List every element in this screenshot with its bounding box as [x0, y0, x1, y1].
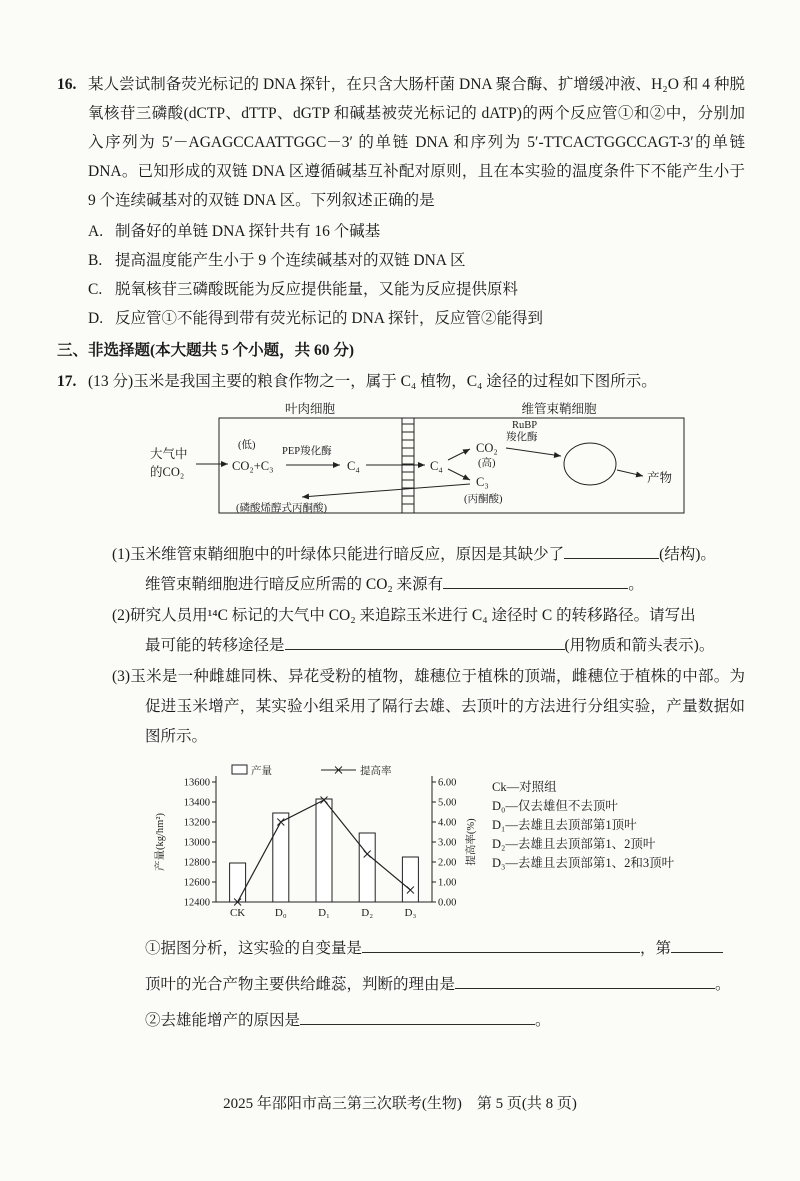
co2-plus-c3-label: CO₂+C₃ — [232, 459, 274, 473]
sub3-q2-period: 。 — [715, 976, 731, 993]
sub3-q2-text: 顶叶的光合产物主要供给雌蕊，判断的理由是 — [145, 976, 456, 993]
svg-text:提高率: 提高率 — [360, 766, 392, 777]
c4-to-c3-arrow — [448, 469, 470, 480]
option-d-text: 反应管①不能得到带有荧光标记的 DNA 探针，反应管②能得到 — [115, 310, 543, 327]
c4-right-label: C₄ — [430, 459, 443, 473]
legend-note-d3: D₃—去雄且去顶部第1、2和3顶叶 — [492, 856, 675, 870]
option-b-label: B. — [88, 252, 103, 269]
sub3-q2-line — [145, 970, 745, 1000]
co2-to-cycle-arrow — [506, 448, 561, 456]
question-16 — [57, 70, 745, 333]
co2-high-label: CO₂ — [476, 441, 498, 455]
svg-text:0.00: 0.00 — [438, 897, 457, 909]
svg-text:产量: 产量 — [251, 766, 272, 777]
legend-note-d0: D₀—仅去雄但不去顶叶 — [492, 799, 618, 813]
low-concentration-label: (低) — [238, 440, 256, 451]
q17-number: 17. — [57, 373, 77, 390]
svg-text:D₂: D₂ — [361, 907, 374, 919]
svg-text:CK: CK — [229, 907, 246, 919]
answer-blank-structure — [564, 543, 659, 559]
c3-right-label: C₃ — [476, 475, 489, 489]
sub1-line2 — [145, 570, 745, 600]
sub1-line1 — [112, 540, 745, 570]
answer-blank-reason — [455, 973, 715, 989]
option-a-label: A. — [88, 223, 104, 240]
q17-stem-block — [57, 367, 745, 396]
q17-intro-text: (13 分)玉米是我国主要的粮食作物之一，属于 C₄ 植物，C₄ 途径的过程如下图所示。 — [88, 373, 657, 390]
sub-question-1 — [112, 540, 745, 600]
svg-text:D₀: D₀ — [274, 907, 287, 919]
sub2-line1 — [112, 601, 745, 631]
svg-text:5.00: 5.00 — [438, 797, 457, 809]
atmosphere-label-line1: 大气中 — [150, 447, 188, 461]
svg-text:12600: 12600 — [183, 877, 210, 889]
pep-carboxylase-label: PEP羧化酶 — [282, 446, 332, 457]
sub1-line2-text: 维管束鞘细胞进行暗反应所需的 CO₂ 来源有 — [145, 576, 444, 593]
q16-options — [57, 217, 745, 333]
c4-left-label: C₄ — [347, 459, 360, 473]
svg-text:产量(kg/hm²): 产量(kg/hm²) — [155, 813, 166, 871]
legend-note-d2: D₂—去雄且去顶部第1、2顶叶 — [492, 837, 656, 851]
svg-text:12400: 12400 — [183, 897, 210, 909]
sub2-line2-suffix: (用物质和箭头表示)。 — [564, 637, 715, 654]
answer-blank-variable — [362, 937, 640, 953]
sub3-q1-text: ①据图分析，这实验的自变量是 — [145, 940, 363, 957]
calvin-cycle-circle — [564, 443, 616, 485]
c4-to-co2-arrow — [448, 449, 470, 460]
option-c — [88, 275, 745, 304]
section-heading: 三、非选择题(本大题共 5 个小题，共 60 分) — [57, 342, 355, 359]
svg-text:12800: 12800 — [183, 857, 210, 869]
sub1-post-text: (结构)。 — [659, 546, 716, 563]
option-c-label: C. — [88, 281, 103, 298]
rubp-label-line2: 羧化酶 — [506, 432, 538, 443]
product-label: 产物 — [647, 471, 673, 485]
option-d — [88, 304, 745, 333]
svg-text:提高率(%): 提高率(%) — [466, 818, 477, 866]
yield-chart-svg — [152, 756, 482, 928]
option-b-text: 提高温度能产生小于 9 个连续碱基对的双链 DNA 区 — [115, 252, 466, 269]
sub2-line1-text: (2)研究人员用¹⁴C 标记的大气中 CO₂ 来追踪玉米进行 C₄ 途径时 C 的转移路径。请写出 — [112, 607, 696, 624]
chart-legend-notes — [492, 778, 674, 873]
svg-text:6.00: 6.00 — [438, 777, 457, 789]
q16-number: 16. — [57, 76, 77, 93]
svg-text:3.00: 3.00 — [438, 837, 457, 849]
option-a-text: 制备好的单链 DNA 探针共有 16 个碱基 — [115, 223, 381, 240]
yield-chart-block — [152, 756, 745, 928]
answer-blank-transfer-path — [285, 634, 565, 650]
sub3-q3-period: 。 — [535, 1012, 551, 1029]
option-b — [88, 246, 745, 275]
answer-blank-co2-source — [443, 573, 628, 589]
svg-text:13400: 13400 — [183, 797, 210, 809]
svg-text:D₃: D₃ — [404, 907, 417, 919]
q16-stem-block — [57, 70, 745, 215]
mesophyll-cell-label: 叶肉细胞 — [284, 402, 336, 416]
sub3-q3-line — [145, 1006, 745, 1036]
svg-text:13000: 13000 — [183, 837, 210, 849]
option-a — [88, 217, 745, 246]
sub3-text — [112, 662, 745, 752]
sub3-q1-line — [145, 934, 745, 964]
sub1-line2-period: 。 — [628, 576, 644, 593]
sub2-line2 — [145, 631, 745, 661]
q16-stem-text: 某人尝试制备荧光标记的 DNA 探针，在只含大肠杆菌 DNA 聚合酶、扩增缓冲液、H₂O 和 4 种脱氧核苷三磷酸(dCTP、dTTP、dGTP 和碱基被荧光标记的 dATP)的两个反应管①和②中，分别加入序列为 5′－AGAGCCAATTGGC－3′ 的单链 DNA 和序列为 5′-TTCACTGGCCAGT-3′的单链 DNA。已知形成的双链 DNA 区遵循碱基互补配对原则，且在本实验的温度条件下不能产生小于 9 个连续碱基对的双链 DNA 区。下列叙述正确的是 — [88, 76, 745, 209]
c4-pathway-diagram — [144, 402, 745, 532]
svg-text:13600: 13600 — [183, 777, 210, 789]
page-footer: 2025 年邵阳市高三第三次联考(生物) 第 5 页(共 8 页) — [223, 1096, 577, 1112]
sub-question-2 — [112, 601, 745, 661]
sub3-questions — [112, 934, 745, 1036]
bundle-sheath-cell-label: 维管束鞘细胞 — [521, 402, 597, 416]
svg-text:D₁: D₁ — [318, 907, 330, 919]
sub-question-3 — [112, 662, 745, 752]
atmosphere-label-line2: 的CO₂ — [150, 465, 185, 479]
rubp-label-line1: RuBP — [512, 420, 538, 431]
svg-text:4.00: 4.00 — [438, 817, 457, 829]
question-17 — [57, 367, 745, 1036]
svg-text:13200: 13200 — [183, 817, 210, 829]
answer-blank-leaf-number — [671, 937, 723, 953]
legend-note-d1: D₁—去雄且去顶部第1顶叶 — [492, 818, 637, 832]
sub1-pre-text: (1)玉米维管束鞘细胞中的叶绿体只能进行暗反应，原因是其缺少了 — [112, 546, 565, 563]
option-c-text: 脱氧核苷三磷酸既能为反应提供能量，又能为反应提供原料 — [115, 281, 519, 298]
high-concentration-label: (高) — [478, 458, 496, 469]
svg-text:1.00: 1.00 — [438, 877, 457, 889]
answer-blank-emasculation — [300, 1009, 535, 1025]
pyruvate-label: (丙酮酸) — [464, 494, 503, 505]
sub3-paragraph: (3)玉米是一种雌雄同株、异花受粉的植物，雄穗位于植株的顶端，雌穗位于植株的中部。为促进玉米增产，某实验小组采用了隔行去雄、去顶叶的方法进行分组实验，产量数据如图所示。 — [112, 668, 745, 745]
option-d-label: D. — [88, 310, 104, 327]
cycle-to-product-arrow — [617, 470, 643, 476]
sub3-q3-text: ②去雄能增产的原因是 — [145, 1012, 301, 1029]
legend-note-ck: Ck—对照组 — [492, 780, 557, 794]
sub2-line2-text: 最可能的转移途径是 — [145, 637, 285, 654]
sub3-q1-mid-text: ，第 — [640, 940, 672, 957]
pep-full-name-label: (磷酸烯醇式丙酮酸) — [236, 503, 327, 514]
svg-text:2.00: 2.00 — [438, 857, 457, 869]
c4-diagram-svg — [144, 402, 704, 522]
c3-return-arrow — [302, 484, 470, 497]
